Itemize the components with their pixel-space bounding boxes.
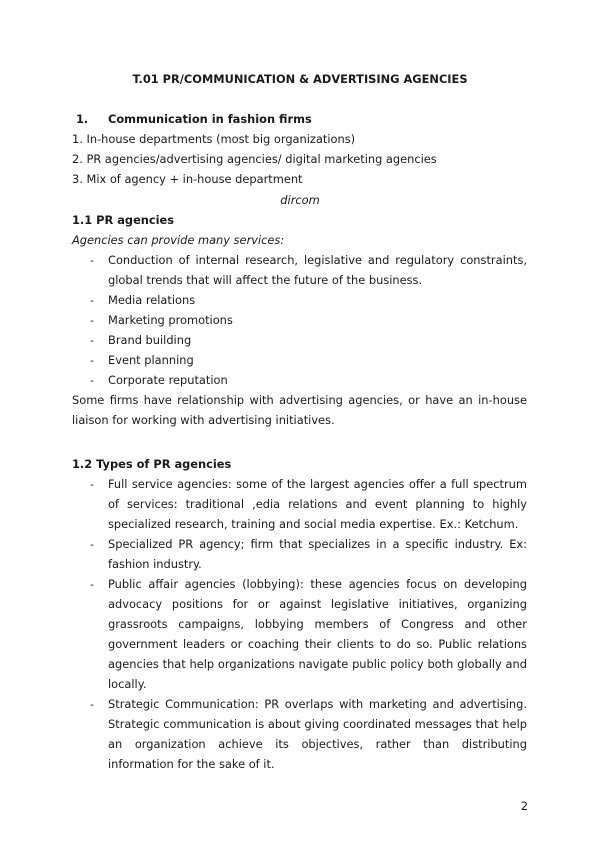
list-item: - Corporate reputation <box>72 370 527 390</box>
agency-types-list <box>72 474 527 774</box>
list-item: - Public affair agencies (lobbying): these agencies focus on developing advocacy positions for or against legislative initiatives, organizing grassroots campaigns, lobbying members of Congress and other government leaders or coaching their clients to do so. Public relations agencies that help organizations navigate public policy both globally and locally. <box>72 574 527 694</box>
dircom-note: dircom <box>280 193 320 207</box>
document-title: T.01 PR/COMMUNICATION & ADVERTISING AGENCIES <box>132 72 468 86</box>
list-line-1: 1. In-house departments (most big organizations) <box>72 132 356 146</box>
list-line-3: 3. Mix of agency + in-house department <box>72 172 303 186</box>
section-1-2-heading: 1.2 Types of PR agencies <box>72 457 232 471</box>
section-1-number: 1. <box>76 112 89 126</box>
section-communication-in-fashion-firms <box>72 109 527 189</box>
section-1-heading-text: Communication in fashion firms <box>108 112 312 126</box>
list-item: - Specialized PR agency; firm that specializes in a specific industry. Ex: fashion industry. <box>72 534 527 574</box>
list-line-2: 2. PR agencies/advertising agencies/ digital marketing agencies <box>72 152 437 166</box>
list-item: - Media relations <box>72 290 527 310</box>
section-1-1-heading: 1.1 PR agencies <box>72 213 175 227</box>
section-pr-agencies <box>72 210 527 430</box>
section-1-heading <box>72 109 527 129</box>
list-item: - Marketing promotions <box>72 310 527 330</box>
list-item: - Event planning <box>72 350 527 370</box>
section-1-1-paragraph: Some firms have relationship with advertising agencies, or have an in-house liaison for working with advertising initiatives. <box>72 393 527 427</box>
services-list <box>72 250 527 390</box>
list-item: - Strategic Communication: PR overlaps with marketing and advertising. Strategic communication is about giving coordinated messages that help an organization achieve its objectives, rather than distributing information for the sake of it. <box>72 694 527 774</box>
list-item: - Full service agencies: some of the largest agencies offer a full spectrum of services: traditional ,edia relations and event planning to highly specialized research, training and social media expertise. Ex.: Ketchum. <box>72 474 527 534</box>
section-types-of-pr-agencies <box>72 454 527 774</box>
list-item: - Conduction of internal research, legislative and regulatory constraints, global trends that will affect the future of the business. <box>72 250 527 290</box>
list-item: - Brand building <box>72 330 527 350</box>
section-1-1-intro: Agencies can provide many services: <box>72 233 285 247</box>
page-number: 2 <box>520 799 528 813</box>
